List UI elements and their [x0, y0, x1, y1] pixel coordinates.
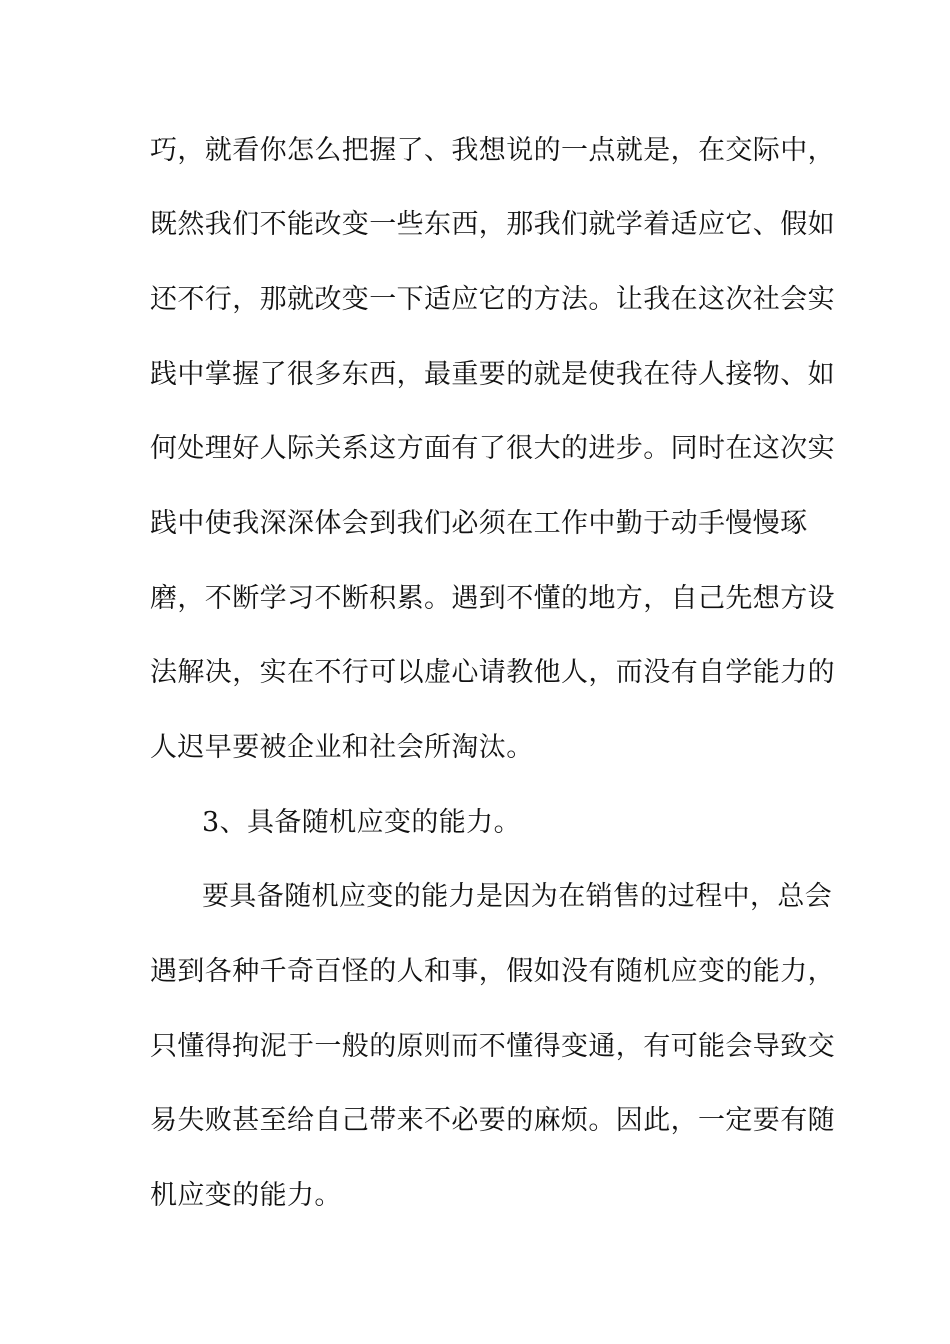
- text-line: 既然我们不能改变一些东西，那我们就学着适应它、假如: [150, 209, 835, 240]
- text-line: 要具备随机应变的能力是因为在销售的过程中，总会: [202, 881, 833, 912]
- section-heading: 3、具备随机应变的能力。: [202, 807, 521, 838]
- text-line: 遇到各种千奇百怪的人和事，假如没有随机应变的能力，: [150, 956, 835, 987]
- text-line: 法解决，实在不行可以虚心请教他人，而没有自学能力的: [150, 657, 835, 688]
- text-line: 践中掌握了很多东西，最重要的就是使我在待人接物、如: [150, 359, 835, 390]
- text-line: 只懂得拘泥于一般的原则而不懂得变通，有可能会导致交: [150, 1031, 835, 1062]
- text-line: 践中使我深深体会到我们必须在工作中勤于动手慢慢琢: [150, 508, 808, 539]
- text-line: 机应变的能力。: [150, 1180, 342, 1211]
- text-line: 巧，就看你怎么把握了、我想说的一点就是，在交际中，: [150, 135, 835, 166]
- text-line: 磨，不断学习不断积累。遇到不懂的地方，自己先想方设: [150, 583, 835, 614]
- text-line: 易失败甚至给自己带来不必要的麻烦。因此，一定要有随: [150, 1105, 835, 1136]
- text-line: 人迟早要被企业和社会所淘汰。: [150, 732, 534, 763]
- text-line: 何处理好人际关系这方面有了很大的进步。同时在这次实: [150, 433, 835, 464]
- text-line: 还不行，那就改变一下适应它的方法。让我在这次社会实: [150, 284, 835, 315]
